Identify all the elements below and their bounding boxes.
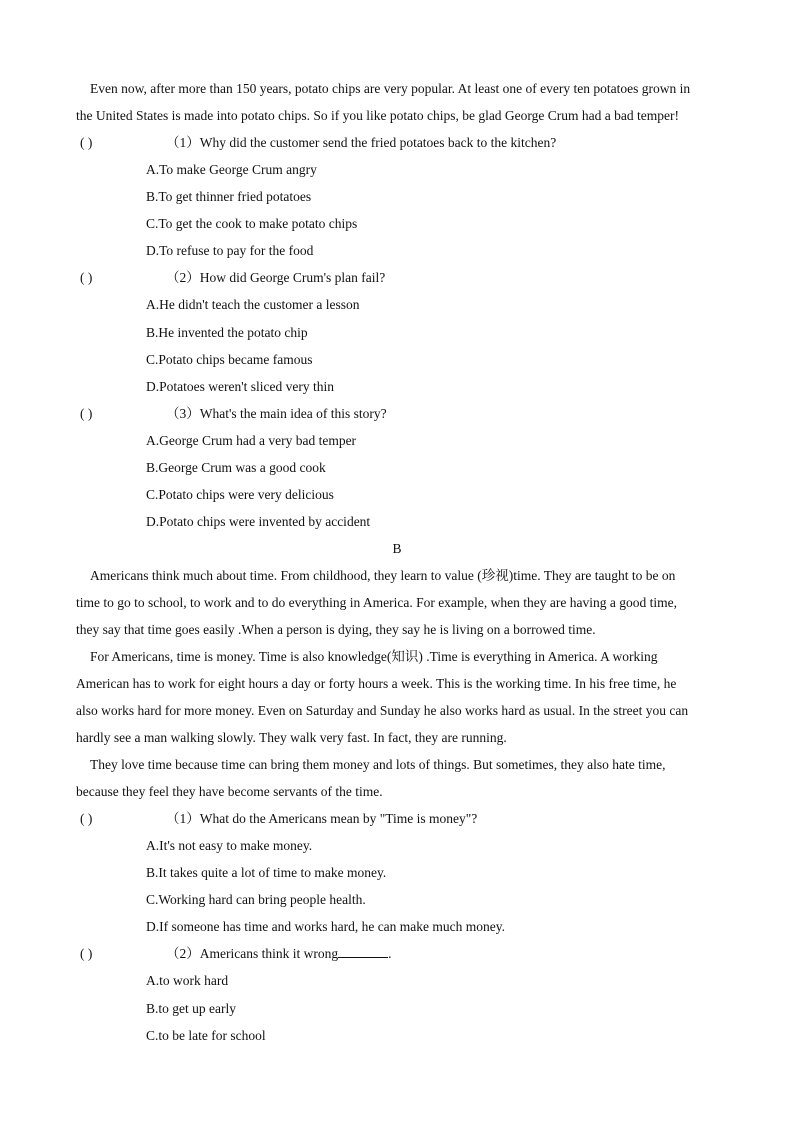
passage-a-line-1: Even now, after more than 150 years, potato chips are very popular. At least one of every ten potatoes grown in: [90, 81, 691, 96]
option-a1-b: B.To get thinner fried potatoes: [146, 189, 312, 204]
option-a1-d: D.To refuse to pay for the food: [146, 243, 314, 258]
option-a3-d: D.Potato chips were invented by accident: [146, 514, 371, 529]
passage-b-line: because they feel they have become servants of the time.: [76, 784, 383, 799]
passage-b-line: For Americans, time is money. Time is also knowledge(知识) .Time is everything in America. A working: [90, 649, 658, 664]
question-stem: （2）Americans think it wrong: [166, 946, 339, 961]
option-b1-d: D.If someone has time and works hard, he can make much money.: [146, 919, 506, 934]
question-stem: （2）How did George Crum's plan fail?: [166, 270, 386, 285]
option-a1-c: C.To get the cook to make potato chips: [146, 216, 358, 231]
question-stem: （3）What's the main idea of this story?: [166, 406, 387, 421]
option-a3-c: C.Potato chips were very delicious: [146, 487, 334, 502]
passage-a-line-2: the United States is made into potato chips. So if you like potato chips, be glad George Crum had a bad temper!: [76, 108, 679, 123]
answer-blank[interactable]: ( ): [80, 406, 93, 421]
passage-b-line: Americans think much about time. From childhood, they learn to value (珍视)time. They are taught to be on: [90, 568, 676, 583]
passage-b-line: they say that time goes easily .When a person is dying, they say he is living on a borrowed time.: [76, 622, 596, 637]
fill-in-blank[interactable]: [338, 945, 388, 958]
passage-b-line: time to go to school, to work and to do everything in America. For example, when they are having a good time,: [76, 595, 677, 610]
question-stem-end: .: [388, 946, 392, 961]
option-a2-d: D.Potatoes weren't sliced very thin: [146, 379, 335, 394]
section-b-heading: B: [392, 541, 402, 556]
question-b2: [80, 944, 391, 964]
question-stem: （1）Why did the customer send the fried potatoes back to the kitchen?: [166, 135, 557, 150]
question-b1: [80, 809, 477, 829]
answer-blank[interactable]: ( ): [80, 811, 93, 826]
passage-b-line: hardly see a man walking slowly. They walk very fast. In fact, they are running.: [76, 730, 507, 745]
option-a2-c: C.Potato chips became famous: [146, 352, 313, 367]
option-b2-b: B.to get up early: [146, 1001, 236, 1016]
option-a1-a: A.To make George Crum angry: [146, 162, 317, 177]
option-a3-b: B.George Crum was a good cook: [146, 460, 326, 475]
answer-blank[interactable]: ( ): [80, 946, 93, 961]
question-a3: [80, 404, 387, 424]
option-b1-b: B.It takes quite a lot of time to make money.: [146, 865, 387, 880]
passage-b-line: also works hard for more money. Even on Saturday and Sunday he also works hard as usual. In the street you can: [76, 703, 689, 718]
option-b1-c: C.Working hard can bring people health.: [146, 892, 366, 907]
option-a2-a: A.He didn't teach the customer a lesson: [146, 297, 360, 312]
option-b2-a: A.to work hard: [146, 973, 229, 988]
option-b2-c: C.to be late for school: [146, 1028, 266, 1043]
question-stem: （1）What do the Americans mean by "Time is money"?: [166, 811, 478, 826]
passage-b-line: American has to work for eight hours a day or forty hours a week. This is the working time. In his free time, he: [76, 676, 677, 691]
option-b1-a: A.It's not easy to make money.: [146, 838, 313, 853]
answer-blank[interactable]: ( ): [80, 270, 93, 285]
option-a3-a: A.George Crum had a very bad temper: [146, 433, 357, 448]
answer-blank[interactable]: ( ): [80, 135, 93, 150]
question-a2: [80, 268, 385, 288]
question-a1: [80, 133, 556, 153]
passage-b-line: They love time because time can bring them money and lots of things. But sometimes, they also hate time,: [90, 757, 666, 772]
option-a2-b: B.He invented the potato chip: [146, 325, 308, 340]
